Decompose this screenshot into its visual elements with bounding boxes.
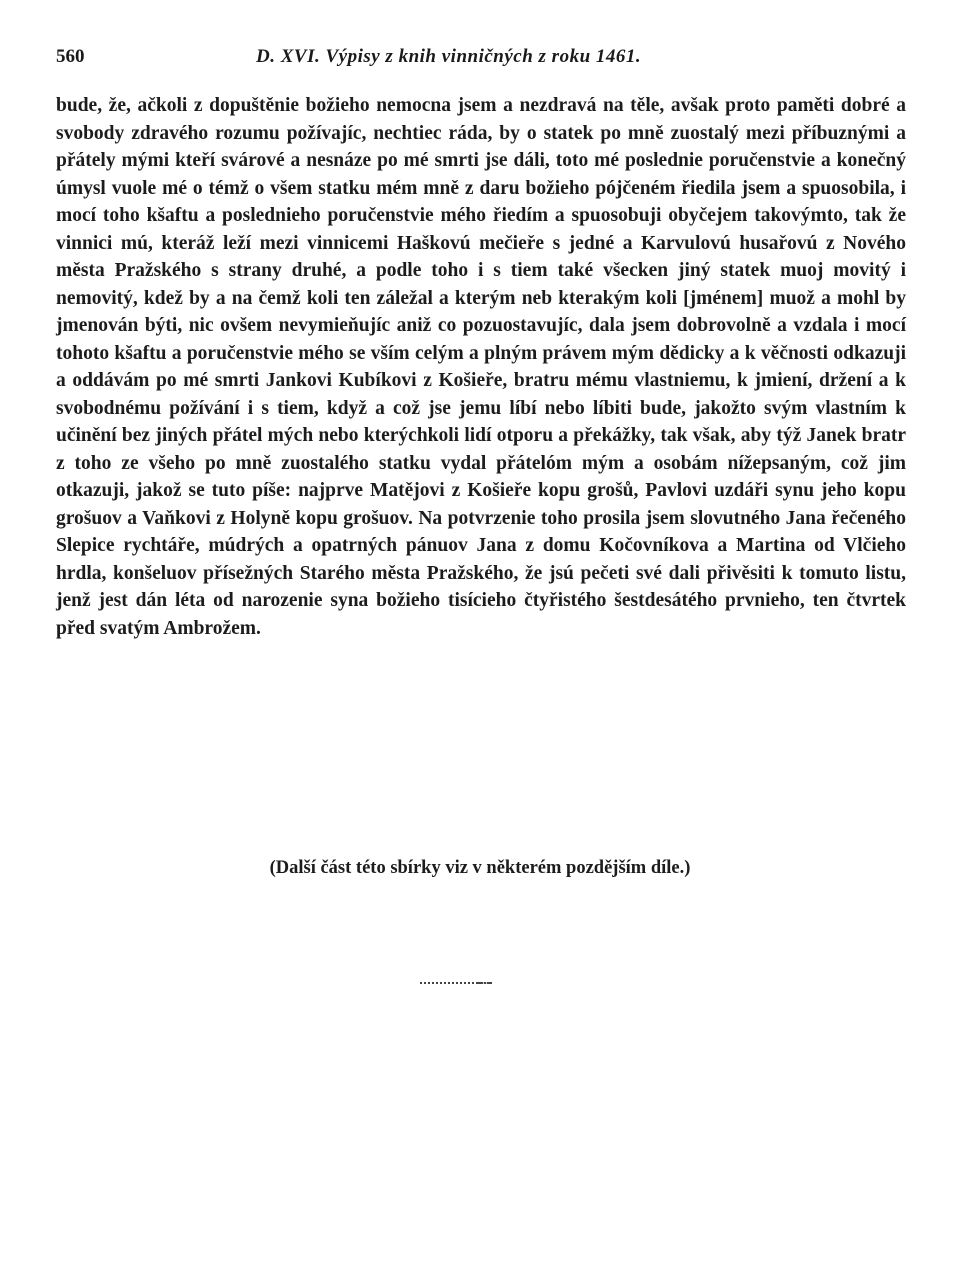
page-number: 560	[56, 46, 85, 67]
running-head	[56, 46, 906, 74]
end-rule-tail	[478, 982, 492, 984]
running-title: D. XVI. Výpisy z knih vinničných z roku 1461.	[256, 46, 642, 67]
body-paragraph: bude, že, ačkoli z dopuštěnie božieho nemocna jsem a nezdravá na těle, avšak proto paměti dobré a svobody zdravého rozumu požívajíc, nechtiec ráda, by o statek po mně zuostalý mezi příbuznými a přátely mými kteří svárové a nesnáze po mé smrti jse dáli, toto mé poslednie poručenstvie a konečný úmysl vuole mé o témž o všem statku mém mně z daru božieho pójčeném řiedila jsem a spuosobila, i mocí toho kšaftu a poslednieho poručenstvie mého řiedím a spuosobuji obyčejem takovýmto, tak že vinnici mú, kteráž leží mezi vinnicemi Haškovú mečieře s jedné a Karvulovú husařovú z Nového města Pražského s strany druhé, a podle toho i s tiem také všecken jiný statek muoj movitý i nemovitý, kdež by a na čemž koli ten záležal a kterým neb kterakým koli [jménem] muož a mohl by jmenován býti, nic ovšem nevymieňujíc aniž co pozuostavujíc, dala jsem dobrovolně a vzdala i mocí tohoto kšaftu a poručenstvie mého se vším celým a plným právem mým dědicky a k věčnosti odkazuji a oddávám po mé smrti Jankovi Kubíkovi z Košieře, bratru mému vlastniemu, k jmiení, držení a k svobodnému požívání i s tiem, když a což jse jemu líbí nebo líbiti bude, jakožto svým vlastním k učinění bez jiných přátel mých nebo kterýchkoli lidí otporu a překážky, tak však, aby týž Janek bratr z toho ze všeho po mně zuostalého statku vydal přátelóm mým a osobám nížepsaným, což jim otkazuji, jakož se tuto píše: najprve Matějovi z Košieře kopu grošů, Pavlovi uzdáři synu jeho kopu grošuov a Vaňkovi z Holyně kopu grošuov. Na potvrzenie toho prosila jsem slovutného Jana řečeného Slepice rychtáře, múdrých a opatrných pánuov Jana z domu Kočovníkova a Martina od Vlčieho hrdla, konšeluov přísežných Starého města Pražského, že jsú pečeti své dali přivěsiti k tomuto listu, jenž jest dán léta od narozenie syna božieho tisícieho čtyřistého šestdesátého prvnieho, ten čtvrtek před svatým Ambrožem.	[56, 95, 906, 639]
editorial-note: (Další část této sbírky viz v některém pozdějším díle.)	[269, 858, 691, 878]
